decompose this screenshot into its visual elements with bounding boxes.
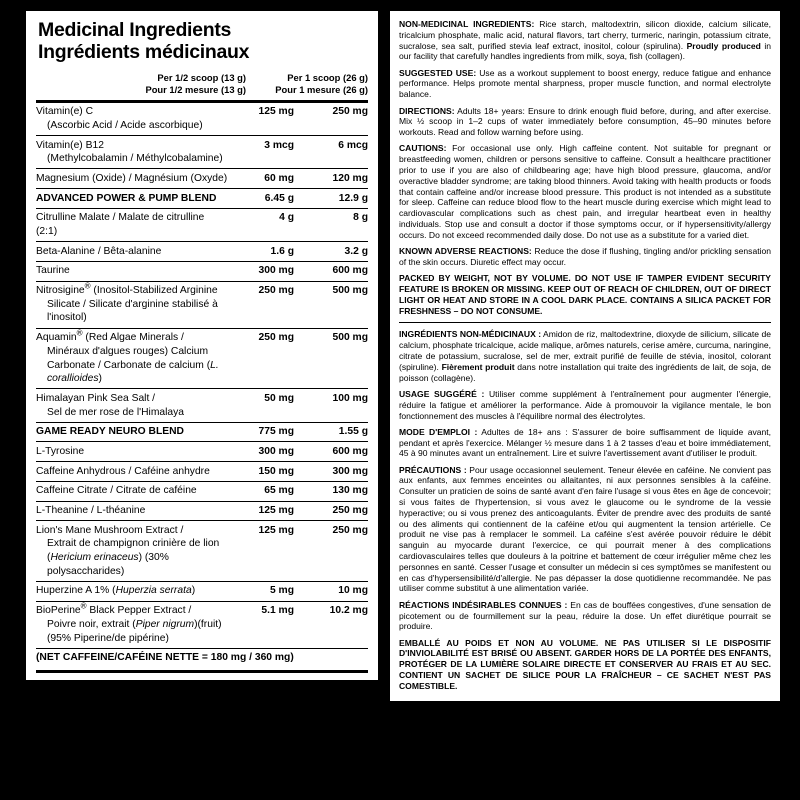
serving-half-fr: Pour 1/2 mesure (13 g) xyxy=(145,83,246,95)
panel-title xyxy=(38,20,368,64)
amount-full-scoop: 500 mg xyxy=(332,285,368,297)
amount-half-scoop: 125 mg xyxy=(258,505,294,517)
amount-half-scoop: 300 mg xyxy=(258,265,294,277)
ingredient-name: Citrulline Malate / Malate de citrulline (2:1) xyxy=(36,212,205,238)
table-row xyxy=(36,422,368,442)
amount-full-scoop: 250 mg xyxy=(332,524,368,536)
precautions-fr xyxy=(399,465,771,595)
non-medicinal-heading-en: NON-MEDICINAL INGREDIENTS: xyxy=(399,19,535,29)
suggested-use-body-en: Use as a workout supplement to boost energy, reduce fatigue and enhance performance. Helps promote mental sharpness, proper muscle function, and normal electrolyte balance. xyxy=(399,67,771,100)
ingredient-subname: Sel de mer rose de l'Himalaya xyxy=(47,406,185,418)
amount-full-scoop: 300 mg xyxy=(332,465,368,477)
ingredient-name: Lion's Mane Mushroom Extract / Extrait de champignon crinière de lion (Hericium erinaceus) (30% polysaccharides) xyxy=(36,524,232,579)
ingredient-name: Vitamin(e) C (Ascorbic Acid / Acide ascorbique) xyxy=(36,105,232,132)
amount-half-scoop: 6.45 g xyxy=(264,192,294,204)
amount-half-scoop: 5 mg xyxy=(269,585,294,597)
non-medicinal-body-fr: Amidon de riz, maltodextrine, dioxyde de silicium, silicate de calcium, phosphate tricalcique, acide malique, arômes naturels, cerise amère, curcuma, naringine, citrate de potassium, sucralose, sel de mer, extrait purifié de feuille de stévia, inositol, colorant (spiruline). xyxy=(399,329,771,372)
cautions-body-en: For occasional use only. High caffeine content. Not suitable for pregnant or breastfeeding women, children or persons sensitive to caffeine. Consult a healthcare practitioner prior to use if you are also of childbearing age; have high blood pressure, glaucoma, and/or overactive bladder syndrome; are taking blood thinners. Avoid taking with health products or foods that contain caffeine and/or increase blood pressure. This product is not intended as a substitute for sleep. Caffeine can reduce blood flow to the heart muscle during exercise which might lead to cardiovascular complications such as chest pain, and irregular heartbeat even in healthy individuals. Stop use and consult a doctor if those symptoms occur, or if hypersensitivity/allergy occurs. Do not exceed recommended daily dose. Do not use as a substitute for a varied diet. xyxy=(399,143,771,240)
ingredient-subname: Minéraux d'algues rouges) Calcium Carbonate / Carbonate de calcium (L. corallioides) xyxy=(47,345,219,385)
usage-heading-fr: USAGE SUGGÉRÉ : xyxy=(399,388,485,399)
suggested-use-heading-en: SUGGESTED USE: xyxy=(399,67,477,78)
ingredient-subname: Extrait de champignon crinière de lion (Hericium erinaceus) (30% polysaccharides) xyxy=(47,538,220,577)
table-row xyxy=(36,481,368,501)
ingredient-name: GAME READY NEURO BLEND xyxy=(36,426,184,438)
amount-full-scoop: 120 mg xyxy=(332,172,368,184)
cautions-en xyxy=(399,143,771,240)
amount-full-scoop: 250 mg xyxy=(332,106,368,118)
mode-demploi-fr xyxy=(399,427,771,459)
serving-size-header xyxy=(36,72,368,96)
amount-half-scoop: 1.6 g xyxy=(270,245,294,257)
amount-half-scoop: 60 mg xyxy=(264,172,294,184)
amount-half-scoop: 250 mg xyxy=(258,332,294,344)
adverse-reactions-en xyxy=(399,246,771,268)
usage-and-warnings-panel xyxy=(390,11,780,701)
non-medicinal-bold-tail-fr: Fièrement produit xyxy=(441,361,515,372)
table-bottom-rule xyxy=(36,670,368,673)
amount-full-scoop: 10 mg xyxy=(338,585,368,597)
directions-en xyxy=(399,106,771,138)
amount-half-scoop: 4 g xyxy=(279,212,294,224)
precautions-heading-fr: PRÉCAUTIONS : xyxy=(399,464,467,475)
amount-half-scoop: 125 mg xyxy=(258,106,294,118)
suggested-use-en xyxy=(399,68,771,100)
adverse-body-en: Reduce the dose if flushing, tingling and/or prickling sensation of the skin occurs. Diuretic effect may occur. xyxy=(399,246,771,267)
amount-half-scoop: 50 mg xyxy=(264,392,294,404)
amount-full-scoop: 250 mg xyxy=(332,505,368,517)
reactions-indesirables-fr xyxy=(399,600,771,632)
panel-title-fr: Ingrédients médicinaux xyxy=(38,40,250,63)
non-medicinal-heading-fr: INGRÉDIENTS NON-MÉDICINAUX : xyxy=(399,329,542,340)
directions-body-en: Adults 18+ years: Ensure to drink enough fluid before, during, and after exercise. Mix ½ scoop in 1–2 cups of water immediately before consumption, 45–90 minutes before workouts. Read and follow warning before using. xyxy=(399,105,771,138)
panel-title-en: Medicinal Ingredients xyxy=(38,19,232,41)
ingredient-name: Magnesium (Oxide) / Magnésium (Oxyde) xyxy=(36,172,228,184)
mode-body-fr: Adultes de 18+ ans : S'assurer de boire suffisamment de liquide avant, pendant et après l'exercice. Mélanger ½ mesure dans 1 à 2 tasses d'eau et boire immédiatement, 45 à 90 minutes avant un entraînement. Lire et suivre l'avertissement avant d'utiliser le produit. xyxy=(399,426,771,459)
ingredient-name: Caffeine Anhydrous / Caféine anhydre xyxy=(36,465,210,477)
medicinal-ingredients-panel xyxy=(26,11,378,680)
table-row xyxy=(36,261,368,281)
serving-full-fr: Pour 1 mesure (26 g) xyxy=(275,83,368,95)
table-row xyxy=(36,461,368,481)
ingredient-subname: Poivre noir, extrait (Piper nigrum)(fruit) (95% Piperine/de pipérine) xyxy=(47,618,222,644)
ingredient-name: L-Theanine / L-théanine xyxy=(36,505,146,517)
ingredient-name: Huperzine A 1% (Huperzia serrata) xyxy=(36,585,196,597)
non-medicinal-tail-fr: dans notre installation qui traite des ingrédients de lait, de soja, de poisson (collagène). xyxy=(399,361,771,383)
ingredient-subname: (Ascorbic Acid / Acide ascorbique) xyxy=(47,119,203,131)
reactions-body-fr: En cas de bouffées congestives, d'une sensation de picotement ou de fourmillement sur la peau, réduire la dose. Un effet diurétique pourrait se produire. xyxy=(399,599,771,632)
ingredient-name: ADVANCED POWER & PUMP BLEND xyxy=(36,192,217,204)
amount-half-scoop: 300 mg xyxy=(258,445,294,457)
table-row xyxy=(36,208,368,241)
usage-body-fr: Utiliser comme supplément à l'entraînement pour augmenter l'énergie, réduire la fatigue et améliorer la performance. Aide à promouvoir la vigilance mentale, le bon fonctionnement des muscles à l'équilibre normal des électrolytes. xyxy=(399,388,772,421)
amount-half-scoop: 250 mg xyxy=(258,285,294,297)
amount-half-scoop: 150 mg xyxy=(258,465,294,477)
amount-full-scoop: 100 mg xyxy=(332,392,368,404)
table-row xyxy=(36,281,368,328)
ingredient-name: BioPerine® Black Pepper Extract / Poivre noir, extrait (Piper nigrum)(fruit) (95% Piperine/de pipérine) xyxy=(36,604,232,645)
amount-half-scoop: 65 mg xyxy=(264,485,294,497)
mode-heading-fr: MODE D'EMPLOI : xyxy=(399,426,478,437)
table-row xyxy=(36,388,368,421)
serving-column-full-scoop xyxy=(246,72,368,96)
table-row xyxy=(36,135,368,168)
amount-full-scoop: 600 mg xyxy=(332,445,368,457)
amount-full-scoop: 10.2 mg xyxy=(329,605,368,617)
ingredient-name: Caffeine Citrate / Citrate de caféine xyxy=(36,485,197,497)
ingredient-name: Vitamin(e) B12 (Methylcobalamin / Méthylcobalamine) xyxy=(36,139,232,166)
table-row xyxy=(36,441,368,461)
amount-full-scoop: 600 mg xyxy=(332,265,368,277)
precautions-body-fr: Pour usage occasionnel seulement. Teneur élevée en caféine. Ne convient pas aux enfants, aux femmes enceintes ou allaitantes, ni aux personnes sensibles à la caféine. Consulter un praticien de soins de santé avant d'en faire l'usage si vous êtes en âge de concevoir; si vous faites de l'hypertension, si vous avez le glaucome ou le syndrome de la vessie hyperactive; ou si vous prenez des anticoagulants. Éviter de prendre avec des produits de santé ou des aliments qui contiennent de la caféine et/ou qui augmentent la tension artérielle. Ce produit ne vise pas à remplacer le sommeil. La caféine s'est avérée pouvoir réduire le débit sanguin au myocarde durant l'exercice, ce qui pourrait mener à des complications cardiovasculaires telles que douleurs à la poitrine et battement de cœur irrégulier même chez les personnes en santé. Cesser l'usage et consulter un médecin si ces symptômes se manifestent ou en cas d'hypersensibilité/d'allergie. Ne pas dépasser la dose quotidienne recommandée. Ne pas utiliser comme substitut à une alimentation variée. xyxy=(399,464,771,594)
non-medicinal-body-en: Rice starch, maltodextrin, silicon dioxide, calcium silicate, tricalcium phosphate, malic acid, natural flavors, tart cherry, turmeric, naringin, potassium citrate, sucralose, sea salt, purified stevia leaf extract, inositol, colour (spirulina). xyxy=(399,19,771,51)
non-medicinal-ingredients-en xyxy=(399,19,771,62)
ingredient-name: L-Tyrosine xyxy=(36,445,85,457)
directions-heading-en: DIRECTIONS: xyxy=(399,105,455,116)
ingredient-name: Beta-Alanine / Bêta-alanine xyxy=(36,245,162,257)
packed-by-weight-en: PACKED BY WEIGHT, NOT BY VOLUME. DO NOT USE IF TAMPER EVIDENT SECURITY FEATURE IS BROKEN OR MISSING. KEEP OUT OF REACH OF CHILDREN, OUT OF DIRECT LIGHT OR HEAT AND STORE IN A COOL DARK PLACE. CONTAINS A SILICA PACKET FOR FRESHNESS – DO NOT CONSUME. xyxy=(399,273,771,316)
emballe-au-poids-fr: EMBALLÉ AU POIDS ET NON AU VOLUME. NE PAS UTILISER SI LE DISPOSITIF D'INVIOLABILITÉ EST BRISÉ OU ABSENT. GARDER HORS DE LA PORTÉE DES ENFANTS, PROTÉGER DE LA LUMIÈRE SOLAIRE DIRECTE ET CONSERVER AU FRAIS ET AU SEC. CONTIENT UN SACHET DE SILICE POUR LA FRAÎCHEUR – CE SACHET N'EST PAS COMESTIBLE. xyxy=(399,637,771,691)
table-row xyxy=(36,501,368,521)
amount-full-scoop: 12.9 g xyxy=(338,192,368,204)
table-row xyxy=(36,241,368,261)
table-row xyxy=(36,581,368,601)
ingredient-subname: (Methylcobalamin / Méthylcobalamine) xyxy=(47,153,223,165)
non-medicinal-tail-en: in our facility that carefully handles ingredients from milk, soya, fish (collagen). xyxy=(399,40,771,62)
amount-half-scoop: 775 mg xyxy=(258,426,294,438)
table-row xyxy=(36,188,368,208)
language-separator-rule xyxy=(399,322,771,323)
ingredient-name: Taurine xyxy=(36,265,70,277)
amount-full-scoop: 3.2 g xyxy=(344,245,368,257)
ingredient-name: Nitrosigine® (Inositol-Stabilized Arginine Silicate / Silicate d'arginine stabilisé à l'inositol) xyxy=(36,284,232,325)
amount-full-scoop: 500 mg xyxy=(332,332,368,344)
amount-full-scoop: 8 g xyxy=(353,212,368,224)
amount-half-scoop: 125 mg xyxy=(258,524,294,536)
amount-full-scoop: 130 mg xyxy=(332,485,368,497)
amount-full-scoop: 1.55 g xyxy=(338,426,368,438)
table-row xyxy=(36,168,368,188)
non-medicinal-ingredients-fr xyxy=(399,329,771,383)
non-medicinal-bold-tail-en: Proudly produced xyxy=(686,40,761,51)
cautions-heading-en: CAUTIONS: xyxy=(399,143,447,154)
usage-suggested-fr xyxy=(399,389,771,421)
ingredient-table xyxy=(36,103,368,648)
adverse-heading-en: KNOWN ADVERSE REACTIONS: xyxy=(399,246,532,257)
net-caffeine-note: (NET CAFFEINE/CAFÉINE NETTE = 180 mg / 360 mg) xyxy=(36,648,368,667)
serving-half-en: Per 1/2 scoop (13 g) xyxy=(157,71,246,83)
table-row xyxy=(36,520,368,581)
amount-full-scoop: 6 mcg xyxy=(338,139,368,151)
table-row xyxy=(36,103,368,135)
amount-half-scoop: 5.1 mg xyxy=(261,605,294,617)
serving-full-en: Per 1 scoop (26 g) xyxy=(287,71,368,83)
reactions-heading-fr: RÉACTIONS INDÉSIRABLES CONNUES : xyxy=(399,599,568,610)
table-row xyxy=(36,601,368,648)
ingredient-subname: Silicate / Silicate d'arginine stabilisé à l'inositol) xyxy=(47,298,218,324)
ingredient-name: Aquamin® (Red Algae Minerals / Minéraux d'algues rouges) Calcium Carbonate / Carbonate de calcium (L. corallioides) xyxy=(36,331,232,386)
table-row xyxy=(36,328,368,389)
amount-half-scoop: 3 mcg xyxy=(264,139,294,151)
serving-column-half-scoop xyxy=(122,72,246,96)
ingredient-name: Himalayan Pink Sea Salt / Sel de mer rose de l'Himalaya xyxy=(36,392,232,419)
